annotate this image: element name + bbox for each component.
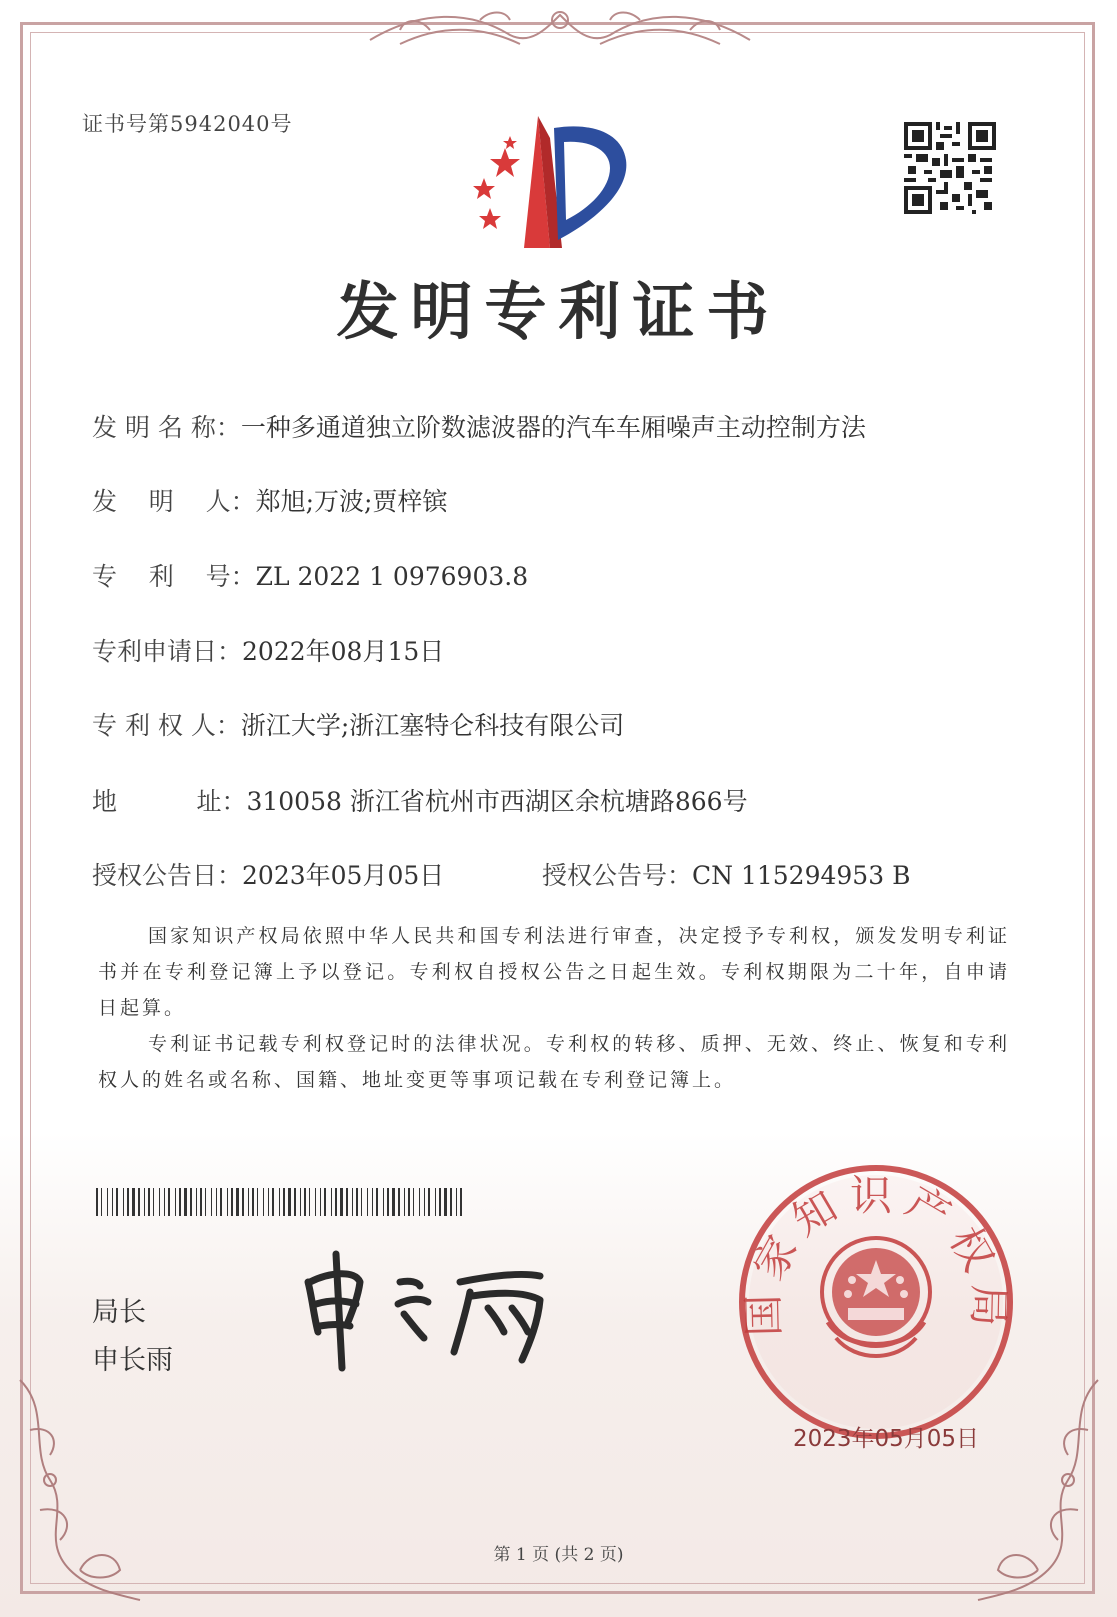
grant-date-label: 授权公告日： (92, 861, 243, 890)
official-seal-icon (736, 1162, 1016, 1452)
filing-date-label: 专利申请日： (92, 637, 243, 666)
bottom-left-ornament-icon (10, 1370, 150, 1610)
cnipa-logo-icon (450, 108, 650, 248)
patentee-row (92, 706, 624, 742)
grant-date-row (92, 856, 444, 892)
top-ornament-icon (360, 0, 760, 60)
invention-name-row (92, 408, 866, 444)
patentee-value: 浙江大学;浙江塞特仑科技有限公司 (240, 711, 625, 740)
inventors-value: 郑旭;万波;贾梓镔 (255, 487, 448, 516)
inventors-row (92, 482, 447, 518)
invention-name-label: 发 明 名 称： (92, 413, 241, 442)
filing-date-value: 2022年08月15日 (242, 637, 445, 666)
seal-text: 国家知识产权局 (738, 1170, 1014, 1338)
certificate-title: 发明专利证书 (336, 275, 781, 348)
qr-code-icon (904, 122, 996, 214)
filing-date-row (92, 632, 444, 668)
invention-name-value: 一种多通道独立阶数滤波器的汽车车厢噪声主动控制方法 (240, 413, 866, 442)
legal-status-paragraph: 专利证书记载专利权登记时的法律状况。专利权的转移、质押、无效、终止、恢复和专利权人的姓名或名称、国籍、地址变更等事项记载在专利登记簿上。 (98, 1033, 1010, 1091)
director-signature-icon (300, 1242, 570, 1372)
director-title: 局长 (92, 1297, 146, 1328)
address-value: 310058 浙江省杭州市西湖区余杭塘路866号 (246, 787, 748, 816)
address-label: 地 址： (92, 787, 247, 816)
barcode-icon (96, 1188, 464, 1216)
address-row (92, 782, 748, 818)
inventors-label: 发 明 人： (92, 487, 256, 516)
certificate-number: 证书号第5942040号 (82, 112, 293, 136)
grant-number-label: 授权公告号： (542, 861, 693, 890)
grant-number-row (542, 856, 910, 892)
seal-date: 2023年05月05日 (792, 1426, 980, 1452)
grant-number-value: CN 115294953 B (692, 861, 911, 890)
page-number: 第 1 页 (共 2 页) (493, 1545, 624, 1565)
director-name: 申长雨 (92, 1345, 173, 1376)
grant-date-value: 2023年05月05日 (242, 861, 445, 890)
grant-statement-paragraph: 国家知识产权局依照中华人民共和国专利法进行审查，决定授予专利权，颁发发明专利证书并在专利登记簿上予以登记。专利权自授权公告之日起生效。专利权期限为二十年，自申请日起算。 (98, 925, 1010, 1019)
patent-number-value: ZL 2022 1 0976903.8 (255, 562, 529, 591)
patentee-label: 专 利 权 人： (92, 711, 241, 740)
patent-number-row (92, 557, 528, 593)
patent-number-label: 专 利 号： (92, 562, 256, 591)
